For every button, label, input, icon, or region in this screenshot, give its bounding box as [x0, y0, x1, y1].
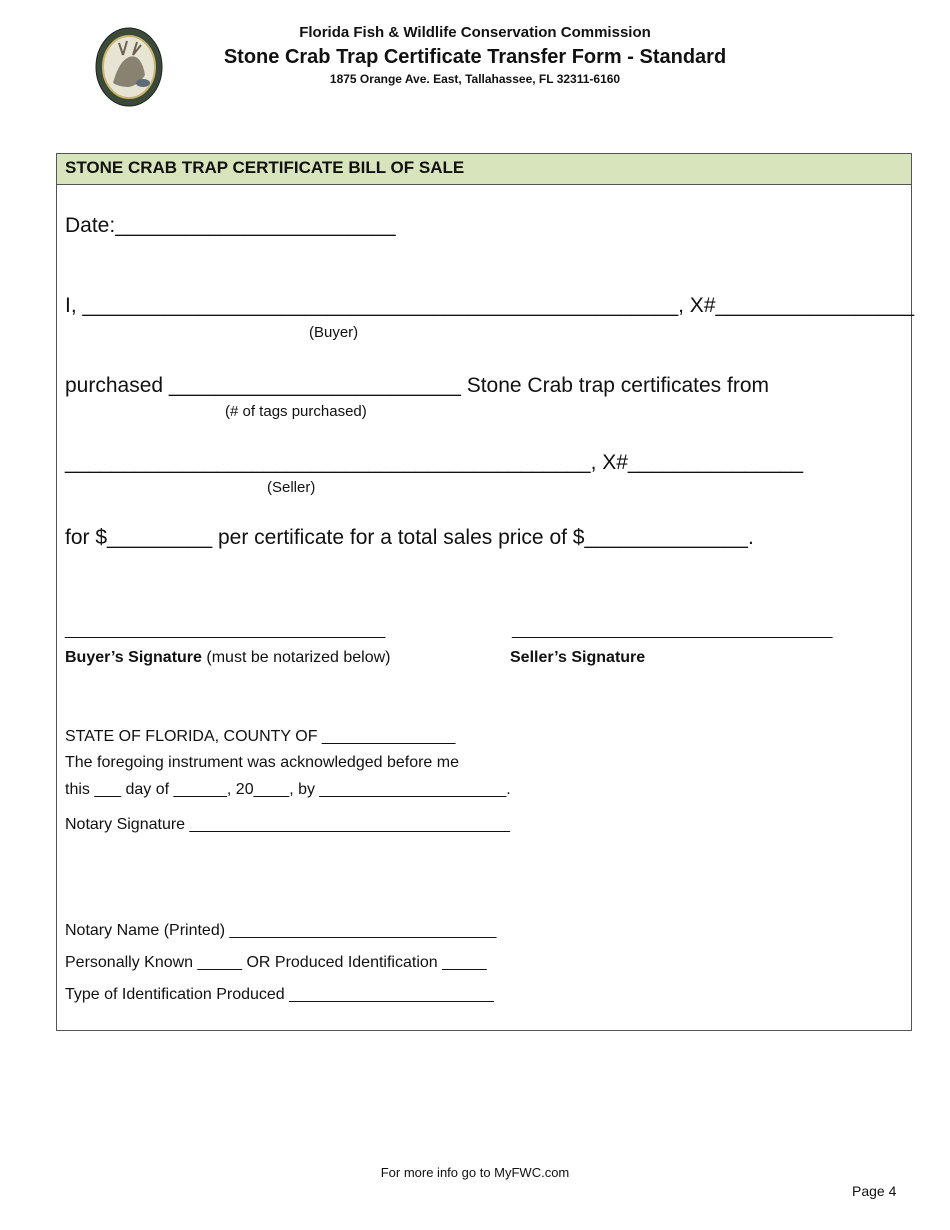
buyer-signature-caption — [65, 649, 390, 667]
buyer-signature-line[interactable]: ____________________________________ — [65, 622, 386, 639]
acknowledgement-date-field[interactable]: this ___ day of ______, 20____, by _____________________. — [65, 781, 511, 798]
section-header — [57, 154, 911, 185]
page-number: Page 4 — [852, 1183, 897, 1199]
identification-method-field[interactable]: Personally Known _____ OR Produced Identification _____ — [65, 954, 487, 971]
agency-name: Florida Fish & Wildlife Conservation Commission — [299, 24, 651, 41]
seller-signature-line[interactable]: ____________________________________ — [512, 622, 833, 639]
acknowledgement-text: The foregoing instrument was acknowledged before me — [65, 754, 459, 771]
seller-signature-label: Seller’s Signature — [510, 649, 646, 666]
section-title: STONE CRAB TRAP CERTIFICATE BILL OF SALE — [65, 158, 465, 177]
buyer-signature-note: (must be notarized below) — [206, 649, 391, 666]
buyer-caption: (Buyer) — [309, 324, 359, 341]
price-field[interactable]: for $_________ per certificate for a total sales price of $______________. — [65, 526, 754, 549]
buyer-signature-label: Buyer’s Signature — [65, 649, 202, 666]
tags-purchased-field[interactable]: purchased _________________________ Stone Crab trap certificates from — [65, 374, 770, 397]
bill-of-sale-section — [56, 153, 915, 1031]
tags-caption: (# of tags purchased) — [225, 403, 367, 420]
identification-type-field[interactable]: Type of Identification Produced _______________________ — [65, 986, 494, 1003]
buyer-name-field[interactable]: I, ___________________________________________________, X#_________________ — [65, 294, 915, 317]
date-field[interactable]: Date:________________________ — [65, 214, 396, 237]
agency-address: 1875 Orange Ave. East, Tallahassee, FL 32311-6160 — [329, 72, 621, 86]
seller-caption: (Seller) — [267, 479, 316, 496]
county-field[interactable]: STATE OF FLORIDA, COUNTY OF _______________ — [65, 728, 456, 745]
seller-name-field[interactable]: _____________________________________________, X#_______________ — [65, 451, 804, 474]
footer-info: For more info go to MyFWC.com — [380, 1165, 570, 1180]
notary-name-field[interactable]: Notary Name (Printed) ______________________________ — [65, 922, 497, 939]
notary-signature-field[interactable]: Notary Signature ____________________________________ — [65, 816, 510, 833]
form-title: Stone Crab Trap Certificate Transfer Form - Standard — [223, 46, 727, 68]
